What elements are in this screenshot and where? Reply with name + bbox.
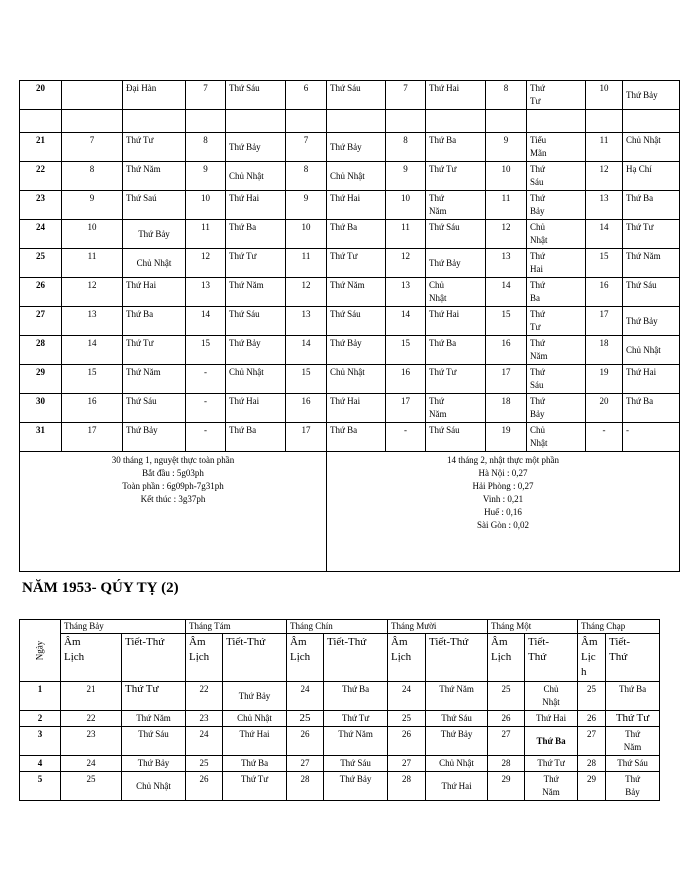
table-row: [20, 162, 680, 191]
lunar-day: 26: [186, 772, 223, 801]
lunar-day: 29: [488, 772, 525, 801]
lunar-day: 28: [287, 772, 324, 801]
day-number: 26: [20, 278, 62, 307]
lunar-day: 16: [286, 394, 327, 423]
lunar-day: 22: [186, 682, 223, 711]
solar-eclipse-line: 14 tháng 2, nhật thực một phần: [446, 455, 560, 465]
month-header: Tháng Một: [488, 620, 578, 634]
weekday-term: Thứ Tư: [623, 220, 680, 249]
lunar-day: 10: [486, 162, 527, 191]
weekday-term: Thứ Tư: [123, 133, 186, 162]
lunar-day: 26: [578, 711, 606, 727]
weekday-term: Thứ Hai: [426, 772, 488, 801]
lunar-day: 10: [62, 220, 123, 249]
weekday-term: Thứ Bảy: [623, 81, 680, 110]
day-number: 5: [20, 772, 61, 801]
lunar-day: 6: [286, 81, 327, 110]
lunar-day: 16: [486, 336, 527, 365]
lunar-day: 13: [586, 191, 623, 220]
weekday-term: Thứ Tư: [527, 81, 586, 110]
weekday-term: Chủ Nhật: [223, 711, 287, 727]
lunar-day: 24: [388, 682, 426, 711]
weekday-term: Thứ Bảy: [426, 727, 488, 756]
lunar-day: 11: [286, 249, 327, 278]
lunar-day: 10: [586, 81, 623, 110]
weekday-term: Thứ Ba: [226, 423, 286, 452]
weekday-term: Thứ Ba: [327, 220, 386, 249]
table-row: [20, 394, 680, 423]
lunar-day: 8: [286, 162, 327, 191]
weekday-term: Thứ Hai: [226, 191, 286, 220]
weekday-term: Thứ Hai: [426, 81, 486, 110]
weekday-term: Thứ Sáu: [226, 307, 286, 336]
lunar-day: 13: [186, 278, 226, 307]
lunar-day: 8: [386, 133, 426, 162]
weekday-term: Chủ Nhật: [226, 162, 286, 191]
day-number: 20: [20, 81, 62, 110]
lunar-day: 13: [486, 249, 527, 278]
lunar-day: 12: [62, 278, 123, 307]
lunar-day: 14: [486, 278, 527, 307]
empty-cell: [186, 110, 226, 133]
lunar-day: 24: [186, 727, 223, 756]
weekday-term: Thứ Bảy: [123, 423, 186, 452]
lunar-day: -: [586, 423, 623, 452]
lunar-day: 15: [286, 365, 327, 394]
weekday-term: Thứ Năm: [623, 249, 680, 278]
weekday-term: Thứ Bảy: [226, 336, 286, 365]
weekday-term: Thứ Sáu: [606, 756, 660, 772]
table-row: [20, 711, 660, 727]
lunar-day: 13: [386, 278, 426, 307]
table-row: [20, 133, 680, 162]
lunar-calendar-header: Âm Lịch: [287, 634, 324, 682]
weekday-term: Thứ Sáu: [426, 423, 486, 452]
weekday-term: Thứ Năm: [606, 727, 660, 756]
weekday-term: Thứ Bảy: [122, 756, 186, 772]
weekday-term: Thứ Ba: [324, 682, 388, 711]
lunar-day: 9: [186, 162, 226, 191]
weekday-term: Thứ Năm: [327, 278, 386, 307]
lunar-day: 11: [386, 220, 426, 249]
lunar-day: 25: [578, 682, 606, 711]
lunar-day: 27: [388, 756, 426, 772]
lunar-day: 26: [388, 727, 426, 756]
lunar-day: 18: [586, 336, 623, 365]
empty-cell: [327, 110, 386, 133]
weekday-term: Thứ Bảy: [226, 133, 286, 162]
day-number: 25: [20, 249, 62, 278]
table-row: [20, 682, 660, 711]
lunar-day: 22: [61, 711, 122, 727]
empty-cell: [226, 110, 286, 133]
term-weekday-header: Tiết-Thứ: [324, 634, 388, 682]
month-header: Tháng Chạp: [578, 620, 660, 634]
weekday-term: Thứ Ba: [527, 278, 586, 307]
lunar-day: 27: [488, 727, 525, 756]
weekday-term: Thứ Năm: [123, 365, 186, 394]
table-row: [20, 772, 660, 801]
weekday-term: Thứ Sáu: [426, 711, 488, 727]
weekday-term: Thứ Saú: [123, 191, 186, 220]
lunar-day: 18: [486, 394, 527, 423]
weekday-term: Thứ Năm: [525, 772, 578, 801]
empty-cell: [286, 110, 327, 133]
weekday-term: Thứ Bảy: [527, 394, 586, 423]
day-number: 1: [20, 682, 61, 711]
weekday-term: Thứ Hai: [426, 307, 486, 336]
term-weekday-header: Tiết-Thứ: [426, 634, 488, 682]
weekday-term: Thứ Bảy: [327, 133, 386, 162]
lunar-day: [62, 81, 123, 110]
lunar-day: 16: [586, 278, 623, 307]
weekday-term: Thứ Năm: [426, 682, 488, 711]
day-number: 21: [20, 133, 62, 162]
lunar-day: 17: [62, 423, 123, 452]
lunar-calendar-header: Âm Lịch: [488, 634, 525, 682]
weekday-term: Thứ Bảy: [606, 772, 660, 801]
lunar-day: 16: [62, 394, 123, 423]
empty-cell: [486, 110, 527, 133]
weekday-term: Thứ Ba: [426, 336, 486, 365]
weekday-term: Chủ Nhật: [226, 365, 286, 394]
lunar-eclipse-line: 30 tháng 1, nguyệt thực toàn phần: [111, 455, 235, 465]
lunar-day: 12: [586, 162, 623, 191]
weekday-term: Thứ Ba: [623, 394, 680, 423]
lunar-day: 25: [186, 756, 223, 772]
weekday-term: Thứ Hai: [525, 711, 578, 727]
weekday-term: Chủ Nhật: [527, 220, 586, 249]
lunar-day: 12: [286, 278, 327, 307]
weekday-term: Chủ Nhật: [426, 278, 486, 307]
lunar-calendar-header: Âm Lịch: [388, 634, 426, 682]
lunar-day: 28: [388, 772, 426, 801]
lunar-day: 13: [62, 307, 123, 336]
weekday-term: Thứ Ba: [623, 191, 680, 220]
day-number: 4: [20, 756, 61, 772]
lunar-day: 15: [186, 336, 226, 365]
weekday-term: Chủ Nhật: [426, 756, 488, 772]
lunar-day: 25: [61, 772, 122, 801]
weekday-term: Thứ Tư: [525, 756, 578, 772]
weekday-term: Thứ Sáu: [226, 81, 286, 110]
weekday-term: Thứ Ba: [525, 727, 578, 756]
calendar-table-bottom: [19, 619, 660, 801]
lunar-day: 21: [61, 682, 122, 711]
weekday-term: Thứ Năm: [527, 336, 586, 365]
day-number: 27: [20, 307, 62, 336]
lunar-day: 17: [486, 365, 527, 394]
lunar-day: 19: [486, 423, 527, 452]
lunar-day: 14: [586, 220, 623, 249]
weekday-term: Thứ Sáu: [327, 307, 386, 336]
weekday-term: Thứ Năm: [226, 278, 286, 307]
lunar-day: 12: [186, 249, 226, 278]
lunar-eclipse-line: Toàn phần : 6g09ph-7g31ph: [122, 481, 224, 491]
weekday-term: Thứ Tư: [426, 162, 486, 191]
lunar-day: 7: [386, 81, 426, 110]
lunar-day: 8: [186, 133, 226, 162]
weekday-term: Thứ Hai: [327, 191, 386, 220]
weekday-term: Thứ Ba: [426, 133, 486, 162]
solar-eclipse-line: Vinh : 0,21: [482, 494, 524, 504]
lunar-day: 17: [386, 394, 426, 423]
weekday-term: Thứ Năm: [123, 162, 186, 191]
lunar-day: 20: [586, 394, 623, 423]
weekday-term: Thứ Bảy: [327, 336, 386, 365]
calendar-table-top: [19, 80, 680, 572]
day-number: 3: [20, 727, 61, 756]
day-number: 2: [20, 711, 61, 727]
lunar-day: -: [186, 423, 226, 452]
weekday-term: Thứ Tư: [122, 682, 186, 711]
weekday-term: Thứ Sáu: [527, 162, 586, 191]
term-weekday-header: Tiết- Thứ: [606, 634, 660, 682]
year-heading: NĂM 1953- QÚY TỴ (2): [22, 580, 179, 596]
empty-cell: [586, 110, 623, 133]
eclipse-note-left: [20, 452, 327, 572]
lunar-day: 26: [287, 727, 324, 756]
lunar-day: 27: [578, 727, 606, 756]
lunar-calendar-header: Âm Lịch: [61, 634, 122, 682]
lunar-day: 9: [62, 191, 123, 220]
lunar-day: 15: [486, 307, 527, 336]
table-row: [20, 423, 680, 452]
month-header: Tháng Bảy: [61, 620, 186, 634]
table-row: [20, 249, 680, 278]
lunar-day: 13: [286, 307, 327, 336]
weekday-term: Chủ Nhật: [623, 336, 680, 365]
lunar-day: -: [186, 394, 226, 423]
lunar-day: 24: [287, 682, 324, 711]
weekday-term: Thứ Sáu: [327, 81, 386, 110]
weekday-term: Thứ Hai: [123, 278, 186, 307]
table-row: [20, 191, 680, 220]
lunar-day: 14: [286, 336, 327, 365]
eclipse-note-right: [327, 452, 680, 572]
weekday-term: Thứ Tư: [123, 336, 186, 365]
lunar-day: 14: [186, 307, 226, 336]
lunar-day: 11: [186, 220, 226, 249]
lunar-day: 9: [286, 191, 327, 220]
day-number: 30: [20, 394, 62, 423]
weekday-term: Thứ Hai: [226, 394, 286, 423]
weekday-term: Thứ Sáu: [123, 394, 186, 423]
weekday-term: Chủ Nhật: [623, 133, 680, 162]
weekday-term: Thứ Ba: [606, 682, 660, 711]
empty-cell: [123, 110, 186, 133]
lunar-day: 15: [586, 249, 623, 278]
lunar-calendar-header: Âm Lịch: [186, 634, 223, 682]
table-row: [20, 365, 680, 394]
weekday-term: Thứ Ba: [327, 423, 386, 452]
day-number: 22: [20, 162, 62, 191]
lunar-day: 7: [286, 133, 327, 162]
day-number: 23: [20, 191, 62, 220]
weekday-term: Thứ Sáu: [324, 756, 388, 772]
table-row: [20, 278, 680, 307]
weekday-term: Thứ Bảy: [324, 772, 388, 801]
month-header: Tháng Mười: [388, 620, 488, 634]
term-weekday-header: Tiết- Thứ: [525, 634, 578, 682]
lunar-day: 12: [486, 220, 527, 249]
weekday-term: Thứ Năm: [122, 711, 186, 727]
empty-cell: [62, 110, 123, 133]
lunar-day: 8: [486, 81, 527, 110]
weekday-term: Thứ Năm: [426, 394, 486, 423]
day-number: 31: [20, 423, 62, 452]
lunar-day: 9: [486, 133, 527, 162]
empty-cell: [426, 110, 486, 133]
lunar-day: -: [186, 365, 226, 394]
lunar-calendar-header: Âm Lịc h: [578, 634, 606, 682]
table-row-empty: [20, 110, 680, 133]
weekday-term: Thứ Tư: [327, 249, 386, 278]
table-row: [20, 336, 680, 365]
day-number: 29: [20, 365, 62, 394]
table-row: [20, 81, 680, 110]
weekday-term: Thứ Năm: [426, 191, 486, 220]
empty-cell: [527, 110, 586, 133]
lunar-day: 14: [62, 336, 123, 365]
lunar-day: 10: [386, 191, 426, 220]
weekday-term: Thứ Năm: [324, 727, 388, 756]
empty-cell: [20, 110, 62, 133]
lunar-day: 9: [386, 162, 426, 191]
lunar-day: 25: [388, 711, 426, 727]
weekday-term: Đại Hàn: [123, 81, 186, 110]
lunar-day: 7: [186, 81, 226, 110]
weekday-term: Chủ Nhật: [123, 249, 186, 278]
lunar-day: 27: [287, 756, 324, 772]
weekday-term: Thứ Bảy: [223, 682, 287, 711]
lunar-day: 8: [62, 162, 123, 191]
table-row: [20, 220, 680, 249]
lunar-day: 17: [286, 423, 327, 452]
weekday-term: Thứ Hai: [527, 249, 586, 278]
weekday-term: Chủ Nhật: [327, 162, 386, 191]
weekday-term: Thứ Tư: [527, 307, 586, 336]
lunar-day: 28: [488, 756, 525, 772]
lunar-day: 28: [578, 756, 606, 772]
lunar-day: 17: [586, 307, 623, 336]
month-header: Tháng Chín: [287, 620, 388, 634]
lunar-day: 26: [488, 711, 525, 727]
weekday-term: Thứ Hai: [623, 365, 680, 394]
lunar-day: 29: [578, 772, 606, 801]
day-column-header: Ngày: [20, 620, 61, 682]
weekday-term: Thứ Tư: [223, 772, 287, 801]
lunar-day: -: [386, 423, 426, 452]
day-number: 24: [20, 220, 62, 249]
weekday-term: Thứ Bảy: [527, 191, 586, 220]
table-row: [20, 727, 660, 756]
table-row: [20, 756, 660, 772]
lunar-day: 24: [61, 756, 122, 772]
lunar-day: 7: [62, 133, 123, 162]
weekday-term: Thứ Hai: [327, 394, 386, 423]
lunar-day: 14: [386, 307, 426, 336]
weekday-term: Thứ Ba: [226, 220, 286, 249]
lunar-day: 25: [287, 711, 324, 727]
lunar-eclipse-line: Bắt đầu : 5g03ph: [142, 468, 204, 478]
lunar-day: 10: [186, 191, 226, 220]
weekday-term: Chủ Nhật: [525, 682, 578, 711]
term-weekday-header: Tiết-Thứ: [223, 634, 287, 682]
weekday-term: Thứ Sáu: [623, 278, 680, 307]
weekday-term: -: [623, 423, 680, 452]
lunar-day: 16: [386, 365, 426, 394]
lunar-eclipse-line: Kết thúc : 3g37ph: [140, 494, 206, 504]
lunar-day: 25: [488, 682, 525, 711]
solar-eclipse-line: Sài Gòn : 0,02: [476, 520, 529, 530]
lunar-day: 23: [186, 711, 223, 727]
lunar-day: 15: [62, 365, 123, 394]
weekday-term: Thứ Sáu: [122, 727, 186, 756]
lunar-day: 11: [62, 249, 123, 278]
weekday-term: Thứ Ba: [123, 307, 186, 336]
weekday-term: Thứ Tư: [426, 365, 486, 394]
weekday-term: Thứ Ba: [223, 756, 287, 772]
weekday-term: Thứ Tư: [606, 711, 660, 727]
empty-cell: [386, 110, 426, 133]
solar-eclipse-line: Huế : 0,16: [484, 507, 522, 517]
table-row: [20, 307, 680, 336]
weekday-term: Thứ Bảy: [623, 307, 680, 336]
weekday-term: Chủ Nhật: [527, 423, 586, 452]
month-header: Tháng Tám: [186, 620, 287, 634]
lunar-day: 11: [586, 133, 623, 162]
weekday-term: Hạ Chí: [623, 162, 680, 191]
solar-eclipse-line: Hà Nội : 0,27: [478, 468, 528, 478]
weekday-term: Chủ Nhật: [327, 365, 386, 394]
empty-cell: [623, 110, 680, 133]
weekday-term: Thứ Sáu: [527, 365, 586, 394]
weekday-term: Thứ Bảy: [123, 220, 186, 249]
lunar-day: 19: [586, 365, 623, 394]
lunar-day: 23: [61, 727, 122, 756]
weekday-term: Thứ Tư: [324, 711, 388, 727]
lunar-day: 11: [486, 191, 527, 220]
weekday-term: Thứ Bảy: [426, 249, 486, 278]
weekday-term: Thứ Sáu: [426, 220, 486, 249]
term-weekday-header: Tiết-Thứ: [122, 634, 186, 682]
weekday-term: Thứ Hai: [223, 727, 287, 756]
weekday-term: Tiểu Mãn: [527, 133, 586, 162]
weekday-term: Thứ Tư: [226, 249, 286, 278]
weekday-term: Chủ Nhật: [122, 772, 186, 801]
solar-eclipse-line: Hải Phòng : 0,27: [472, 481, 534, 491]
lunar-day: 15: [386, 336, 426, 365]
day-number: 28: [20, 336, 62, 365]
lunar-day: 12: [386, 249, 426, 278]
lunar-day: 10: [286, 220, 327, 249]
